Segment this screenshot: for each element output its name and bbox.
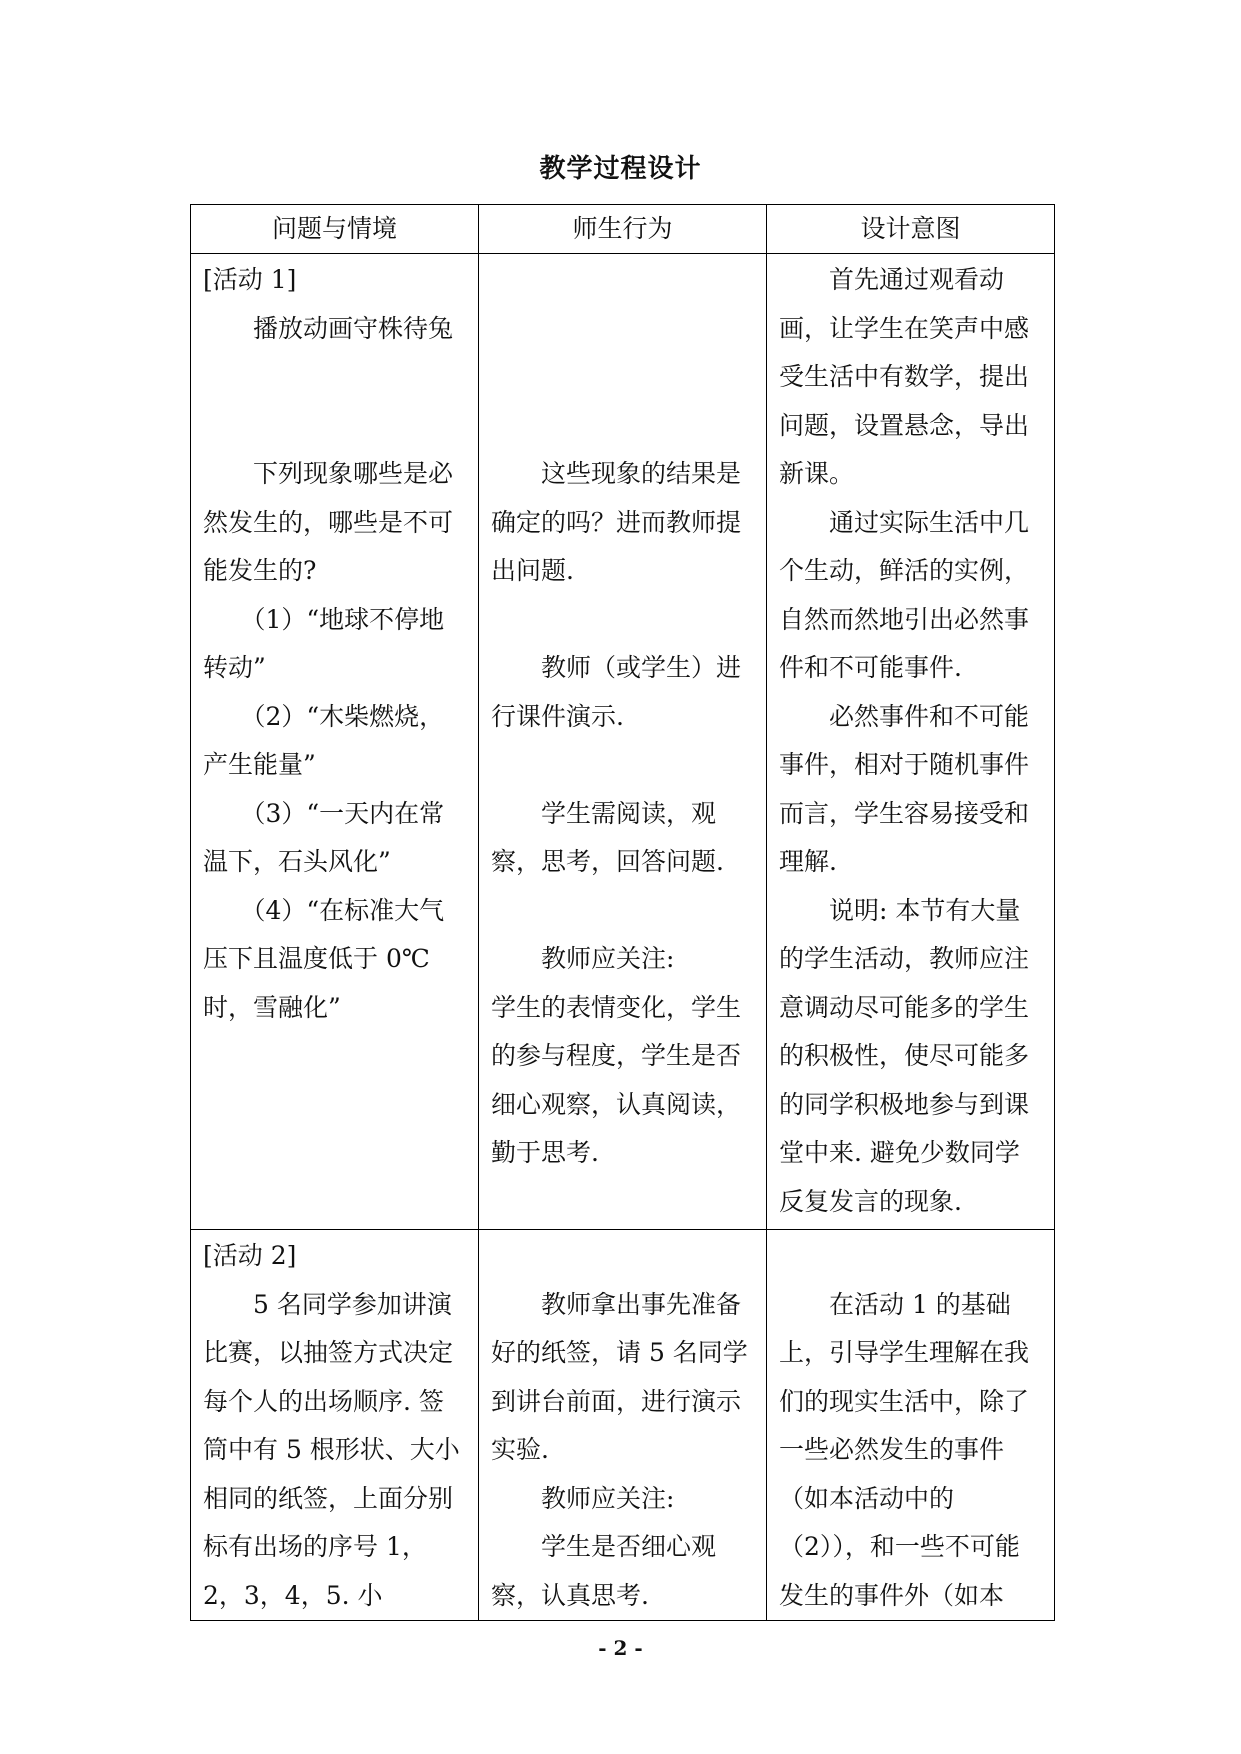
activity1-situation-cell [191, 254, 479, 1230]
spacer [491, 741, 754, 790]
activity1-item-1: （1）“地球不停地转动” [203, 604, 445, 682]
spacer [491, 596, 754, 645]
activity2-intent: 在活动 1 的基础上，引导学生理解在我们的现实生活中，除了一些必然发生的事件（如本活动中的（2）），和一些不可能发生的事件外（如本 [779, 1289, 1030, 1610]
page-title: 教学过程设计 [539, 154, 702, 184]
activity1-item-3: （3）“一天内在常温下，石头风化” [203, 798, 445, 876]
activity1-behavior-p4-body: 学生的表情变化，学生的参与程度，学生是否细心观察，认真阅读，勤于思考. [491, 992, 742, 1167]
activity1-behavior-p1: 这些现象的结果是确定的吗？进而教师提出问题. [491, 459, 742, 585]
table-header-row [191, 205, 1055, 254]
activity1-behavior-p4-head: 教师应关注: [541, 944, 675, 973]
activity1-behavior-cell [479, 254, 767, 1230]
activity1-intent-p4: 说明: 本节有大量的学生活动，教师应注意调动尽可能多的学生的积极性，使尽可能多的同学积极地参与到课堂中来. 避免少数同学反复发言的现象. [779, 895, 1030, 1216]
activity1-label: [活动 1] [203, 265, 297, 294]
activity2-situation-cell [191, 1230, 479, 1621]
activity1-intent-cell [767, 254, 1055, 1230]
page-number: - 2 - [598, 1636, 643, 1660]
activity1-intent-p3: 必然事件和不可能事件，相对于随机事件而言，学生容易接受和理解. [779, 701, 1030, 876]
activity1-intent-p1: 首先通过观看动画，让学生在笑声中感受生活中有数学，提出问题，设置悬念，导出新课。 [779, 265, 1030, 488]
spacer [491, 1232, 754, 1281]
activity1-intent-p2: 通过实际生活中几个生动，鲜活的实例，自然而然地引出必然事件和不可能事件. [779, 507, 1030, 682]
activity1-item-2: （2）“木柴燃烧，产生能量” [203, 701, 445, 779]
lesson-design-table [190, 204, 1055, 1621]
table-row-activity-2 [191, 1230, 1055, 1621]
activity2-scenario: 5 名同学参加讲演比赛，以抽签方式决定每个人的出场顺序. 签筒中有 5 根形状、大小相同的纸签，上面分别标有出场的序号 1，2，3，4，5. 小 [203, 1289, 460, 1610]
header-situation: 问题与情境 [191, 205, 479, 254]
spacer [203, 353, 466, 450]
activity1-behavior-p2: 教师（或学生）进行课件演示. [491, 653, 742, 731]
table-row-activity-1 [191, 254, 1055, 1230]
activity2-behavior-cell [479, 1230, 767, 1621]
activity1-item-4: （4）“在标准大气压下且温度低于 0℃时，雪融化” [203, 895, 445, 1022]
activity1-behavior-p3: 学生需阅读，观察，思考，回答问题. [491, 798, 724, 876]
activity1-question: 下列现象哪些是必然发生的，哪些是不可能发生的? [203, 459, 454, 585]
spacer [779, 1232, 1042, 1281]
activity2-intent-cell [767, 1230, 1055, 1621]
activity2-behavior-p2: 教师应关注: [541, 1483, 675, 1513]
spacer [491, 256, 754, 450]
activity2-behavior-p3: 学生是否细心观察，认真思考. [491, 1532, 717, 1610]
activity2-label: [活动 2] [203, 1241, 297, 1270]
activity2-behavior-p1: 教师拿出事先准备好的纸签，请 5 名同学到讲台前面，进行演示实验. [491, 1289, 748, 1464]
header-teacher-student: 师生行为 [479, 205, 767, 254]
spacer [491, 887, 754, 936]
header-design-intent: 设计意图 [767, 205, 1055, 254]
activity1-intro: 播放动画守株待兔 [253, 313, 454, 343]
